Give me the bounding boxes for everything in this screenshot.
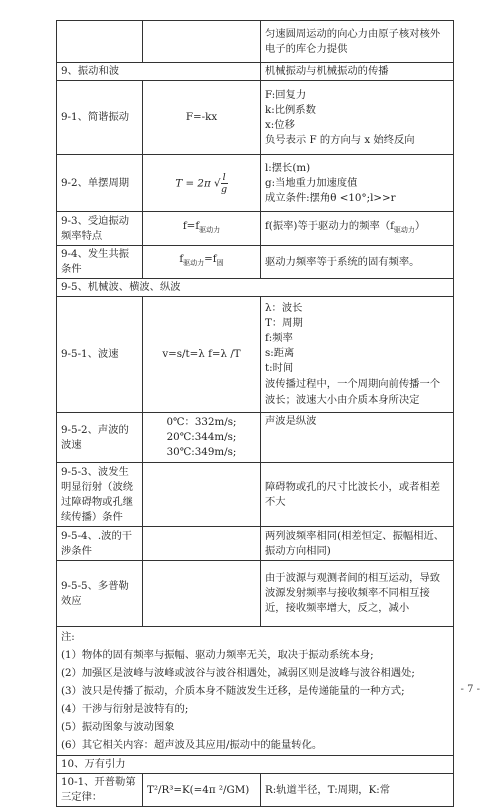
row-title: 9-5-3、波发生明显衍射（波绕过障碍物或孔继续传播）条件 <box>57 463 143 527</box>
description-line: k:比例系数 <box>265 103 316 116</box>
description-line: f:频率 <box>265 332 293 344</box>
table-cell <box>143 463 261 527</box>
speed-list <box>143 413 261 463</box>
description-line: t:时间 <box>265 362 294 374</box>
description-line: λ：波长 <box>265 302 303 314</box>
table-row <box>57 155 454 212</box>
row-title: 10-1、开普勒第三定律： <box>57 774 143 807</box>
row-title: 9-4、发生共振条件 <box>57 246 143 279</box>
section-header-row <box>57 756 454 774</box>
table-cell: 两列波频率相同(相差恒定、振幅相近、振动方向相同) <box>261 527 454 561</box>
description-line: 负号表示 F 的方向与 x 始终反向 <box>265 133 415 146</box>
text-part: f(振率)等于驱动力的频率（f <box>265 219 394 232</box>
fraction-numerator: l <box>222 171 226 183</box>
table-cell: 声波是纵波 <box>261 413 454 463</box>
table-cell <box>143 561 261 627</box>
description-line: g:当地重力加速度值 <box>265 176 358 189</box>
table-row <box>57 81 454 155</box>
table-cell: 驱动力频率等于系统的固有频率。 <box>261 246 454 279</box>
description-line: T：周期 <box>265 317 303 329</box>
table-cell <box>57 21 143 63</box>
note-item: (3）波只是传播了振动，介质本身不随波发生迁移，是传递能量的一种方式; <box>61 685 405 697</box>
formula-part: =f <box>204 253 217 266</box>
table-row <box>57 463 454 527</box>
description-list <box>261 155 454 212</box>
description-line: 波传播过程中，一个周期向前传播一个波长；波速大小由介质本身所决定 <box>265 378 441 406</box>
row-title: 9-1、简谐振动 <box>57 81 143 155</box>
section-header-row <box>57 279 454 297</box>
table-cell: 机械振动与机械振动的传播 <box>261 63 454 81</box>
formula-lhs: T = 2π <box>175 177 211 189</box>
table-row <box>57 774 454 807</box>
row-title: 9-5-5、多普勒效应 <box>57 561 143 627</box>
formula: v=s/t=λ f=λ /T <box>143 297 261 413</box>
formula <box>143 155 261 212</box>
formula-subscript: 固 <box>216 259 224 268</box>
page-number: - 7 - <box>460 684 480 695</box>
section-title: 10、万有引力 <box>57 756 454 774</box>
table-cell <box>143 527 261 561</box>
description-list <box>261 297 454 413</box>
table-cell: 匀速圆周运动的向心力由原子核对核外电子的库仑力提供 <box>261 21 454 63</box>
table-row <box>57 297 454 413</box>
table-row <box>57 413 454 463</box>
table-row <box>57 212 454 246</box>
section-title: 9-5、机械波、横波、纵波 <box>57 279 454 297</box>
note-item: (2）加强区是波峰与波峰或波谷与波谷相遇处，减弱区则是波峰与波谷相遇处; <box>61 667 415 679</box>
formula-part: f <box>179 253 184 266</box>
formula-subscript: 驱动力 <box>183 259 205 268</box>
notes-title: 注: <box>61 631 75 643</box>
description-line: s:距离 <box>265 347 295 359</box>
section-header-row <box>57 63 454 81</box>
speed-value: 20℃:344m/s; <box>166 431 237 443</box>
speed-value: 0℃：332m/s; <box>166 416 237 428</box>
physics-formula-table <box>56 20 454 807</box>
row-title: 9-5-1、波速 <box>57 297 143 413</box>
note-item: (5）振动图象与波动图象 <box>61 721 175 733</box>
section-title: 9、振动和波 <box>57 63 261 81</box>
description-line: 成立条件:摆角θ <10°;l>>r <box>265 191 396 204</box>
speed-value: 30℃:349m/s; <box>166 446 237 458</box>
text-part: ） <box>414 219 426 232</box>
description-list <box>261 81 454 155</box>
formula-subscript: 驱动力 <box>199 226 221 235</box>
table-cell: R:轨道半径，T:周期，K:常 <box>261 774 454 807</box>
table-cell: 障碍物或孔的尺寸比波长小，或者相差不大 <box>261 463 454 527</box>
row-title: 9-3、受迫振动频率特点 <box>57 212 143 246</box>
table-cell: 由于波源与观测者间的相互运动，导致波源发射频率与接收频率不同相互接近，接收频率增大，反之，减小 <box>261 561 454 627</box>
subscript: 驱动力 <box>393 226 415 235</box>
notes-block <box>57 627 454 756</box>
table-cell <box>143 21 261 63</box>
note-item: (4）干涉与衍射是波特有的; <box>61 703 189 715</box>
description-line: x:位移 <box>265 118 295 131</box>
description-line: F:回复力 <box>265 88 307 101</box>
table-row <box>57 21 454 63</box>
table-cell <box>261 212 454 246</box>
row-title: 9-2、单摆周期 <box>57 155 143 212</box>
table-row <box>57 527 454 561</box>
row-title: 9-5-2、声波的波速 <box>57 413 143 463</box>
formula: T²/R³=K(=4π ²/GM) <box>143 774 261 807</box>
formula <box>143 212 261 246</box>
note-item: (6）其它相关内容：超声波及其应用/振动中的能量转化。 <box>61 739 323 751</box>
row-title: 9-5-4、.波的干涉条件 <box>57 527 143 561</box>
table-row <box>57 561 454 627</box>
formula <box>143 246 261 279</box>
fraction-denominator: g <box>221 183 228 195</box>
sqrt-fraction: √ $\frac{l}{g}$ <box>214 171 228 195</box>
formula: F=-kx <box>143 81 261 155</box>
notes-row <box>57 627 454 756</box>
formula-main: f=f <box>182 219 200 232</box>
table-row <box>57 246 454 279</box>
note-item: (1）物体的固有频率与振幅、驱动力频率无关，取决于振动系统本身; <box>61 649 374 661</box>
description-line: l:摆长(m) <box>265 161 311 174</box>
